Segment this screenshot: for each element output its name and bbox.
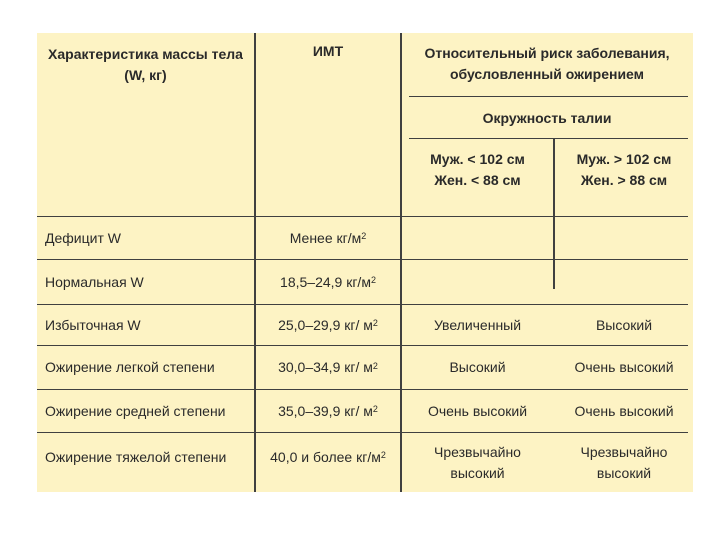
risk-header-divider — [409, 96, 688, 97]
row-bmi-value: Менее кг/м — [289, 229, 362, 246]
row-category: Ожирение легкой степени — [45, 359, 215, 375]
header-waist-low — [402, 145, 553, 195]
row-risk-high: Очень высокий — [574, 402, 674, 419]
row-risk-high — [555, 437, 693, 489]
row-risk-low: Высокий — [449, 359, 506, 375]
row-bmi-value: 30,0–34,9 кг/ м — [278, 359, 373, 375]
row-risk-low: Увеличенный — [433, 316, 522, 333]
waist-high-men: Муж. > 102 см — [576, 151, 672, 167]
row-bmi: 30,0–34,9 кг/ м $^2$ — [256, 346, 400, 389]
header-risk — [402, 35, 692, 93]
row-bmi-value: 35,0–39,9 кг/ м — [278, 402, 373, 419]
row-category: Избыточная W — [45, 316, 141, 333]
header-weight — [37, 35, 254, 95]
row-risk-low-line1: Чрезвычайно — [434, 444, 521, 460]
row-bmi: 25,0–29,9 кг/ м $^2$ — [256, 305, 400, 345]
header-risk-line2: обусловленный ожирением — [449, 66, 645, 82]
row-bmi: Менее кг/м $^2$ — [256, 217, 400, 259]
header-waist: Окружность талии — [482, 109, 612, 126]
row-risk-high: Очень высокий — [574, 359, 674, 375]
row-risk-low: Очень высокий — [427, 402, 528, 419]
row-risk-high-line1: Чрезвычайно — [580, 444, 668, 460]
row-category: Нормальная W — [45, 273, 144, 290]
waist-low-women: Жен. < 88 см — [434, 172, 521, 188]
row-bmi-value: 18,5–24,9 кг/м — [280, 273, 371, 290]
row-bmi: 35,0–39,9 кг/ м $^2$ — [256, 390, 400, 432]
row-bmi: 18,5–24,9 кг/м $^2$ — [256, 260, 400, 304]
header-weight-line1: Характеристика массы тела — [48, 46, 243, 62]
header-risk-line1: Относительный риск заболевания, — [424, 45, 670, 61]
row-risk-low-line2: высокий — [450, 465, 505, 481]
header-weight-line2: (W, кг) — [124, 67, 167, 83]
waist-low-men: Муж. < 102 см — [430, 151, 525, 167]
row-risk-high: Высокий — [595, 316, 653, 333]
row-category: Ожирение средней степени — [45, 402, 226, 419]
row-bmi: 40,0 и более кг/м $^2$ — [256, 433, 400, 481]
row-bmi-value: 40,0 и более кг/м — [270, 448, 381, 465]
row-bmi-value: 25,0–29,9 кг/ м — [278, 316, 373, 333]
row-category: Ожирение тяжелой степени — [45, 448, 227, 465]
waist-high-women: Жен. > 88 см — [580, 172, 668, 188]
row-category: Дефицит W — [45, 229, 121, 246]
row-risk-low — [402, 437, 553, 489]
row-risk-high-line2: высокий — [596, 465, 652, 481]
header-bmi: ИМТ — [312, 42, 344, 59]
bmi-table — [37, 33, 693, 492]
header-waist-high — [555, 145, 693, 195]
waist-header-divider — [409, 138, 688, 139]
